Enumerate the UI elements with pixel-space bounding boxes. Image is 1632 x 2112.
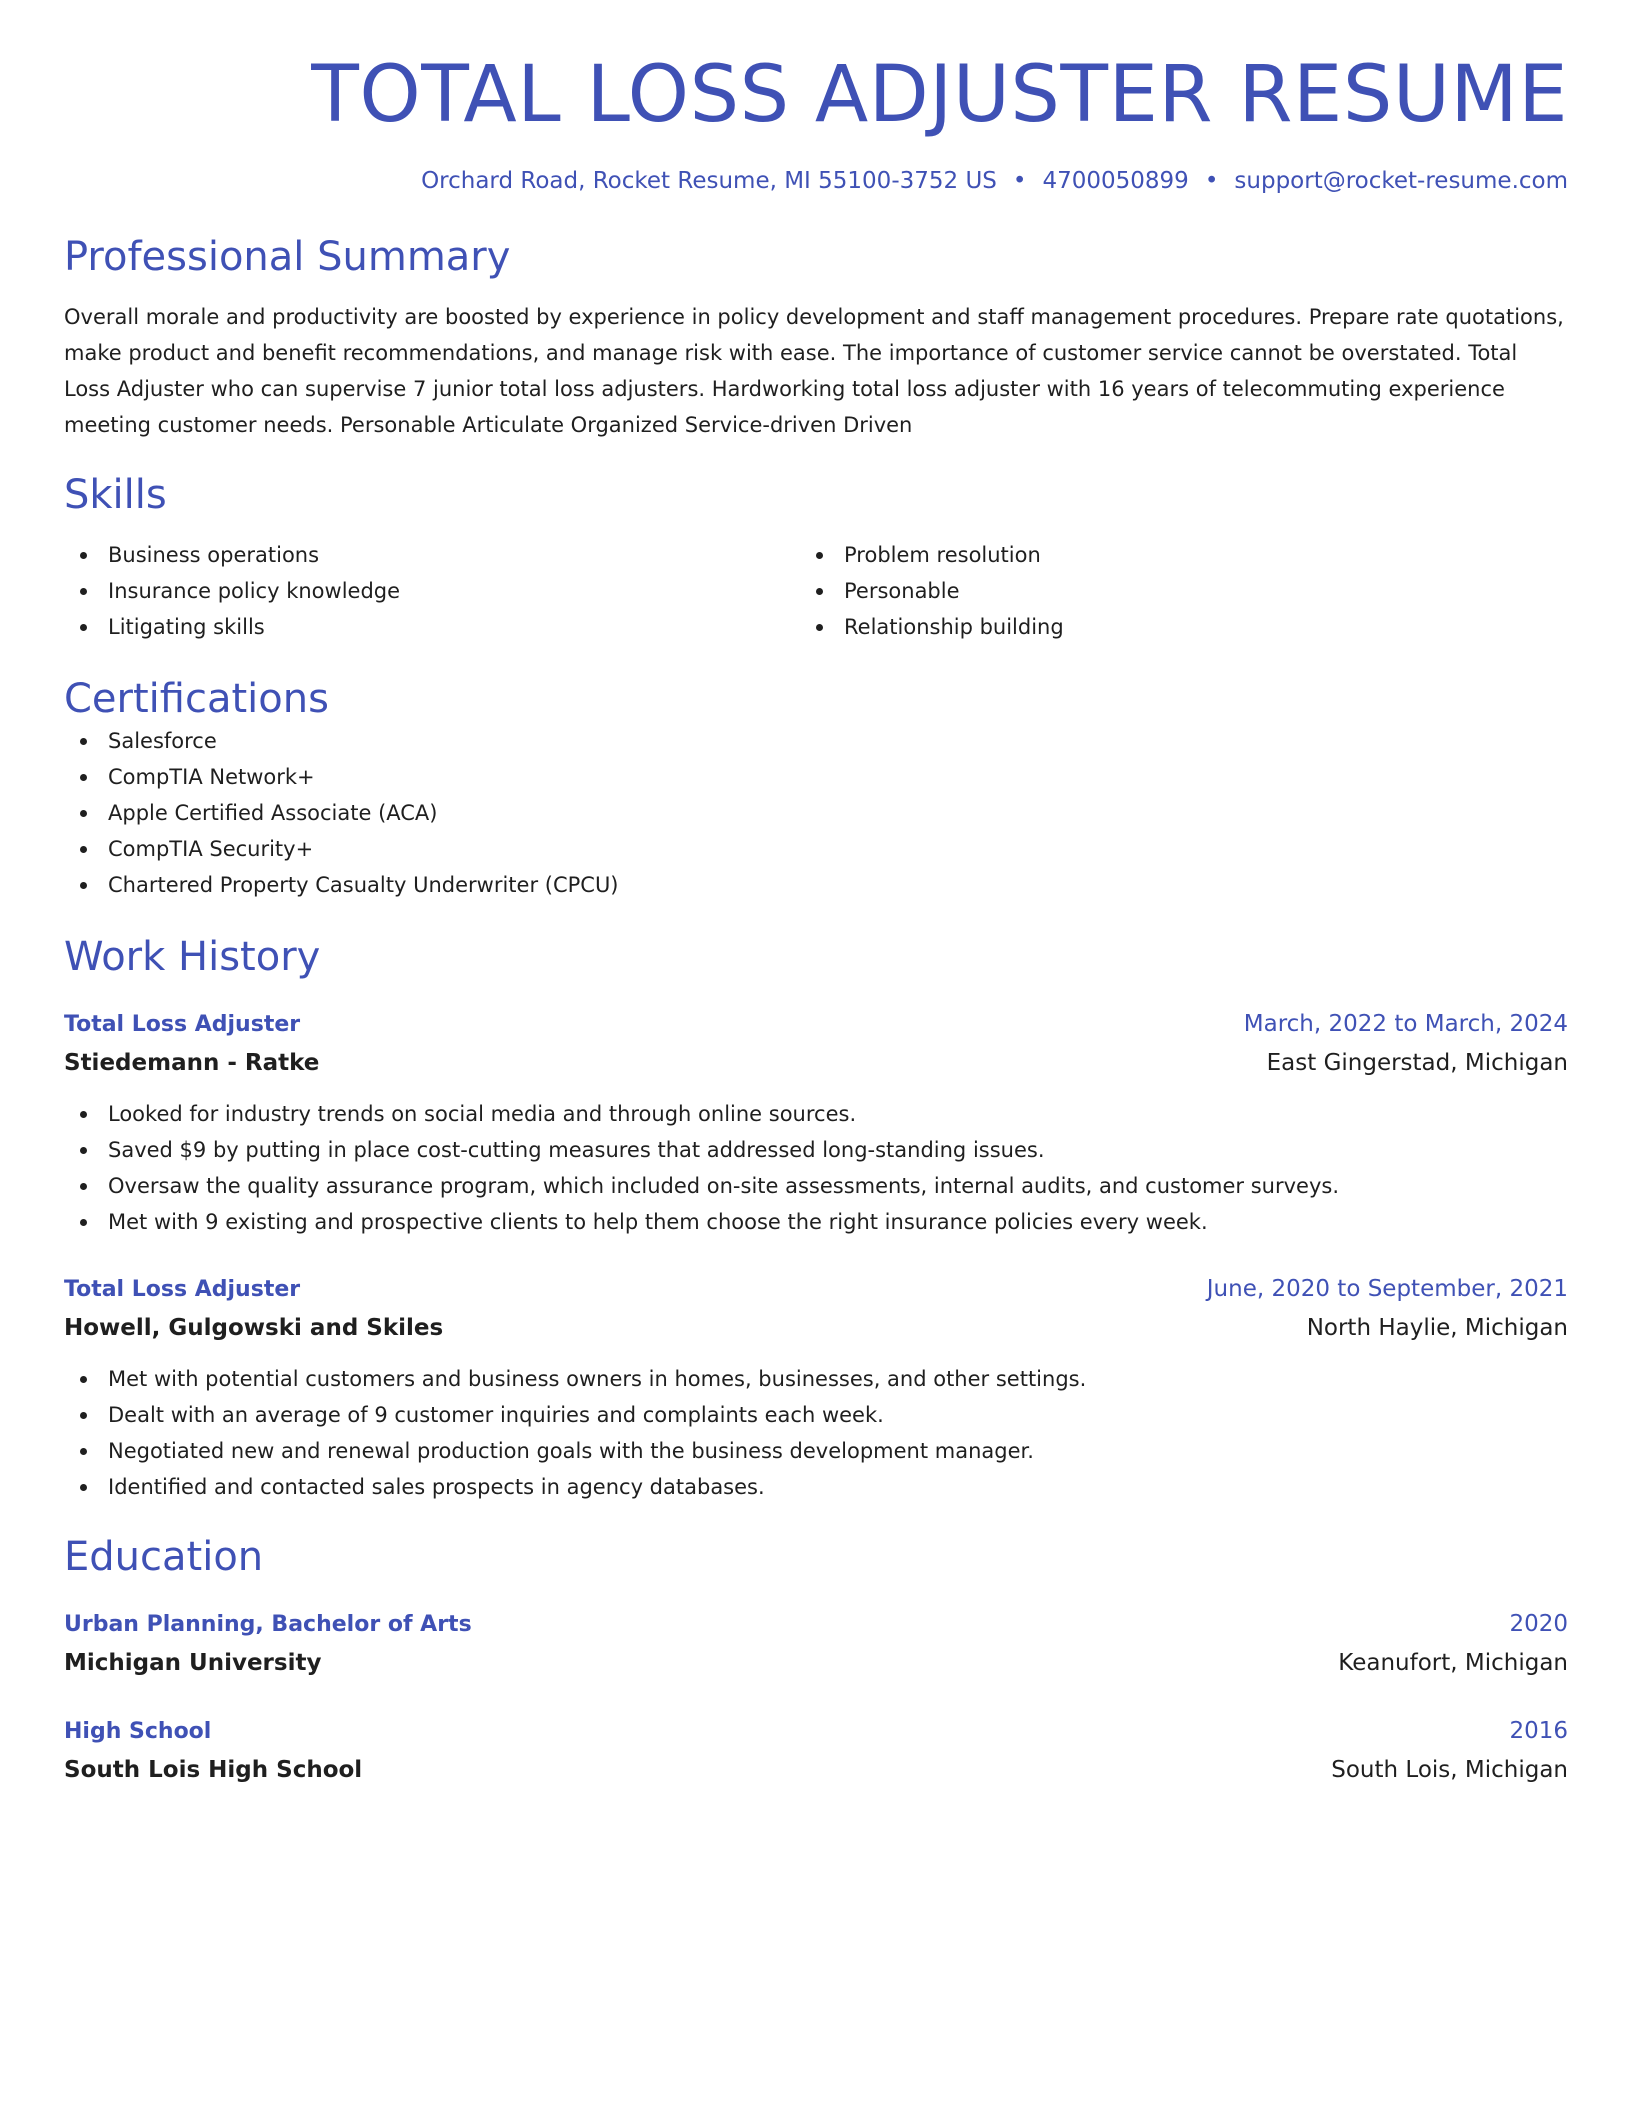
school-location: Keanufort, Michigan xyxy=(1338,1650,1568,1677)
job-bullet: Met with 9 existing and prospective clients to help them choose the right insurance policies every week. xyxy=(64,1204,1568,1240)
skills-list-left xyxy=(64,537,800,645)
contact-separator: • xyxy=(1204,168,1219,195)
work-entry xyxy=(64,1005,1568,1240)
job-title: Total Loss Adjuster xyxy=(64,1012,301,1038)
education-entry-title-row xyxy=(64,1712,1568,1751)
skills-grid xyxy=(64,537,1568,645)
work-entry xyxy=(64,1270,1568,1505)
skill-item: Problem resolution xyxy=(800,537,1536,573)
certification-item: Salesforce xyxy=(64,723,1568,759)
certification-item: Chartered Property Casualty Underwriter (CPCU) xyxy=(64,867,1568,903)
work-history-heading: Work History xyxy=(64,934,321,981)
work-history-section xyxy=(64,933,1568,1505)
contact-email[interactable]: support@rocket-resume.com xyxy=(1234,168,1568,195)
job-bullet: Met with potential customers and business owners in homes, businesses, and other settings. xyxy=(64,1361,1568,1397)
school-name: South Lois High School xyxy=(64,1757,363,1784)
skill-item: Litigating skills xyxy=(64,609,800,645)
education-section xyxy=(64,1533,1568,1789)
summary-section xyxy=(64,233,1568,443)
skill-item: Insurance policy knowledge xyxy=(64,573,800,609)
education-entry xyxy=(64,1712,1568,1789)
skill-item: Personable xyxy=(800,573,1536,609)
skills-heading: Skills xyxy=(64,472,167,519)
work-entry-title-row xyxy=(64,1005,1568,1044)
resume-title: TOTAL LOSS ADJUSTER RESUME xyxy=(311,50,1568,140)
contact-line xyxy=(64,167,1568,197)
school-location: South Lois, Michigan xyxy=(1331,1757,1568,1784)
skills-section xyxy=(64,471,1568,645)
education-heading: Education xyxy=(64,1534,264,1581)
work-entry-company-row xyxy=(64,1044,1568,1082)
certification-item: CompTIA Network+ xyxy=(64,759,1568,795)
job-bullet: Negotiated new and renewal production goals with the business development manager. xyxy=(64,1433,1568,1469)
job-location: North Haylie, Michigan xyxy=(1306,1315,1568,1342)
job-dates: June, 2020 to September, 2021 xyxy=(1206,1276,1568,1303)
certification-item: Apple Certified Associate (ACA) xyxy=(64,795,1568,831)
degree-title: Urban Planning, Bachelor of Arts xyxy=(64,1612,472,1638)
job-location: East Gingerstad, Michigan xyxy=(1266,1050,1568,1077)
resume-header xyxy=(64,52,1568,197)
job-bullet: Identified and contacted sales prospects in agency databases. xyxy=(64,1469,1568,1505)
job-bullet: Dealt with an average of 9 customer inquiries and complaints each week. xyxy=(64,1397,1568,1433)
job-bullets xyxy=(64,1361,1568,1505)
education-entry-title-row xyxy=(64,1605,1568,1644)
work-entry-title-row xyxy=(64,1270,1568,1309)
certifications-heading: Certifications xyxy=(64,676,329,723)
graduation-year: 2016 xyxy=(1509,1718,1568,1745)
job-bullet: Oversaw the quality assurance program, which included on-site assessments, internal audits, and customer surveys. xyxy=(64,1168,1568,1204)
summary-heading: Professional Summary xyxy=(64,234,511,281)
company-name: Howell, Gulgowski and Skiles xyxy=(64,1315,444,1342)
skills-list-right xyxy=(800,537,1536,645)
contact-phone[interactable]: 4700050899 xyxy=(1042,168,1189,195)
school-name: Michigan University xyxy=(64,1650,322,1677)
company-name: Stiedemann - Ratke xyxy=(64,1050,320,1077)
work-entry-company-row xyxy=(64,1309,1568,1347)
skill-item: Relationship building xyxy=(800,609,1536,645)
certification-item: CompTIA Security+ xyxy=(64,831,1568,867)
contact-separator: • xyxy=(1012,168,1027,195)
skill-item: Business operations xyxy=(64,537,800,573)
job-title: Total Loss Adjuster xyxy=(64,1277,301,1303)
education-entry-school-row xyxy=(64,1751,1568,1789)
contact-address: Orchard Road, Rocket Resume, MI 55100-3752 US xyxy=(421,168,997,195)
certifications-list xyxy=(64,723,1568,903)
job-dates: March, 2022 to March, 2024 xyxy=(1243,1011,1568,1038)
job-bullet: Looked for industry trends on social media and through online sources. xyxy=(64,1096,1568,1132)
certifications-section xyxy=(64,675,1568,903)
job-bullet: Saved $9 by putting in place cost-cutting measures that addressed long-standing issues. xyxy=(64,1132,1568,1168)
summary-text: Overall morale and productivity are boosted by experience in policy development and staff management procedures. Prepare rate quotations, make product and benefit recommendations, and manage risk with ease. The importance of customer service cannot be overstated. Total Loss Adjuster who can supervise 7 junior total loss adjusters. Hardworking total loss adjuster with 16 years of telecommuting experience meeting customer needs. Personable Articulate Organized Service-driven Driven xyxy=(64,305,1564,438)
graduation-year: 2020 xyxy=(1509,1611,1568,1638)
education-entry-school-row xyxy=(64,1644,1568,1682)
degree-title: High School xyxy=(64,1719,212,1745)
job-bullets xyxy=(64,1096,1568,1240)
education-entry xyxy=(64,1605,1568,1682)
